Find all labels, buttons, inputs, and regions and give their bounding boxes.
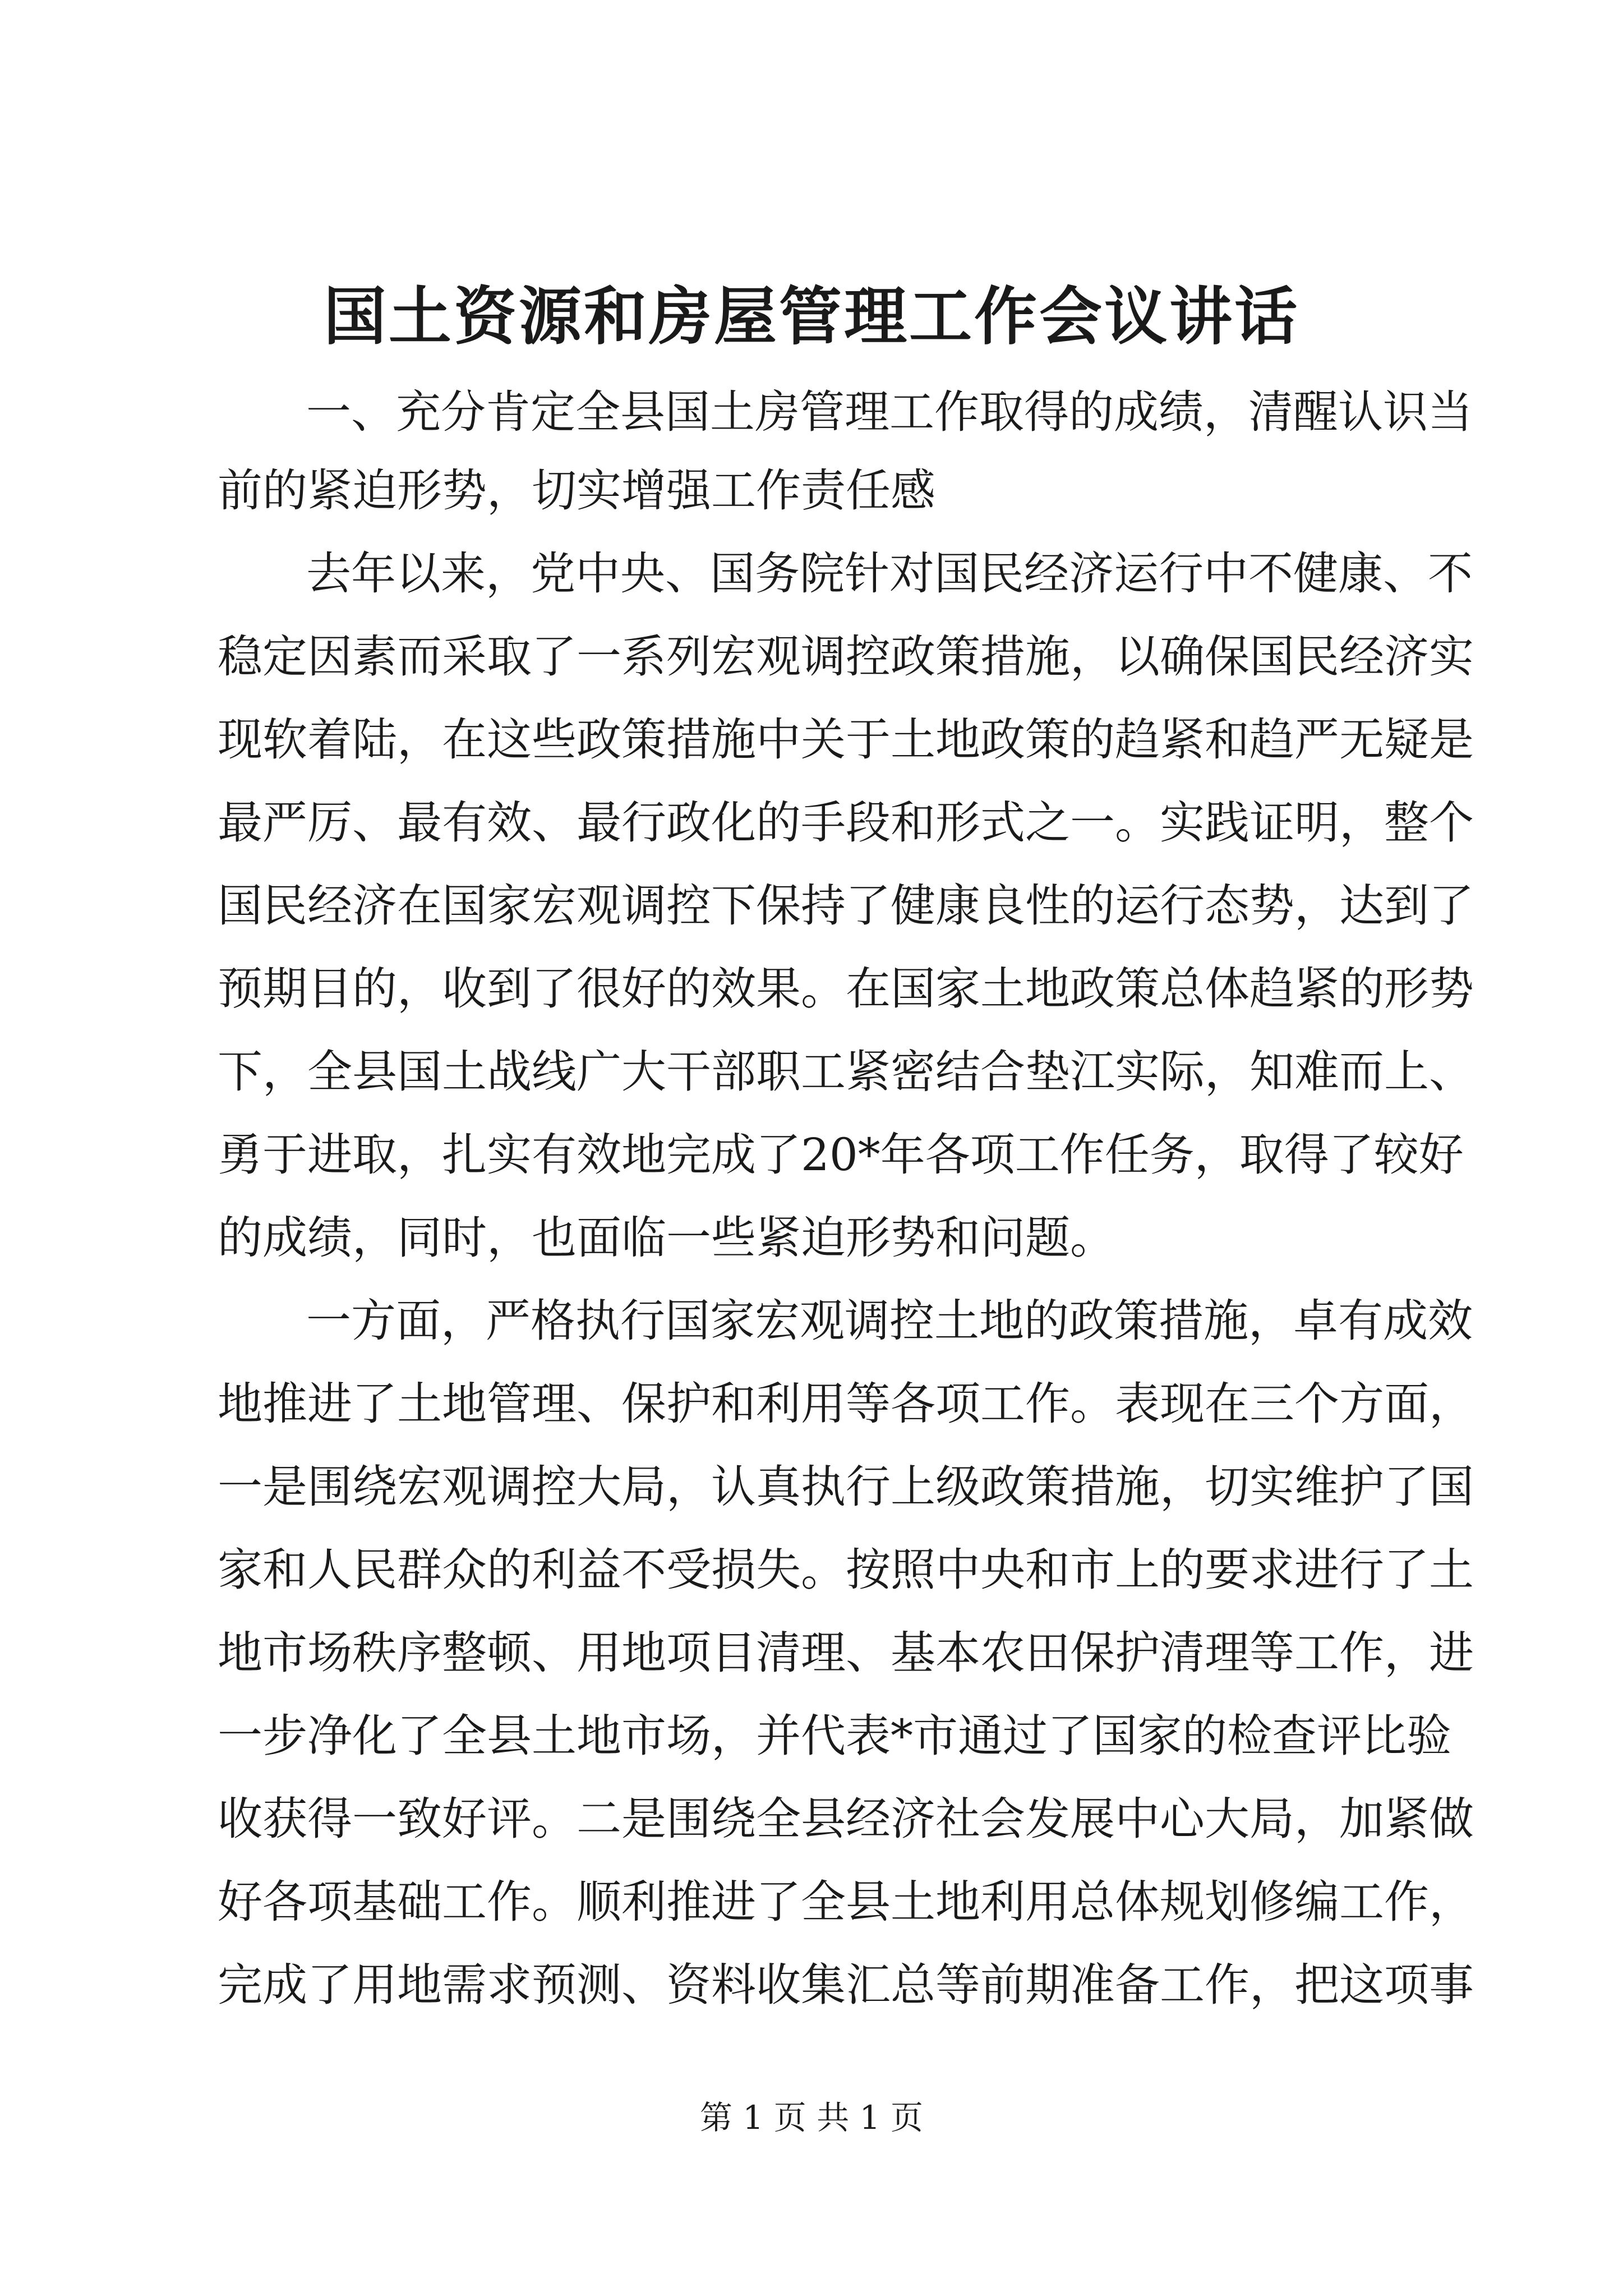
document-title: 国土资源和房屋管理工作会议讲话	[324, 280, 1299, 353]
paragraph-line: 稳定因素而采取了一系列宏观调控政策措施，以确保国民经济实	[218, 631, 1474, 683]
paragraph-line: 一、充分肯定全县国土房管理工作取得的成绩，清醒认识当	[306, 386, 1473, 438]
paragraph-line: 前的紧迫形势，切实增强工作责任感	[218, 464, 935, 517]
paragraph-line: 去年以来，党中央、国务院针对国民经济运行中不健康、不	[306, 547, 1473, 600]
paragraph-line: 一是围绕宏观调控大局，认真执行上级政策措施，切实维护了国	[218, 1461, 1474, 1513]
paragraph-line: 地推进了土地管理、保护和利用等各项工作。表现在三个方面，	[218, 1378, 1474, 1430]
paragraph-line: 勇于进取，扎实有效地完成了20*年各项工作任务，取得了较好	[218, 1129, 1464, 1181]
paragraph-line: 家和人民群众的利益不受损失。按照中央和市上的要求进行了土	[218, 1544, 1474, 1596]
paragraph-line: 的成绩，同时，也面临一些紧迫形势和问题。	[218, 1212, 1115, 1264]
paragraph-line: 好各项基础工作。顺利推进了全县土地利用总体规划修编工作，	[218, 1876, 1474, 1928]
paragraph-line: 国民经济在国家宏观调控下保持了健康良性的运行态势，达到了	[218, 880, 1474, 932]
page-footer: 第 1 页 共 1 页	[700, 2099, 923, 2137]
paragraph-line: 完成了用地需求预测、资料收集汇总等前期准备工作，把这项事	[218, 1959, 1474, 2011]
paragraph-line: 收获得一致好评。二是围绕全县经济社会发展中心大局，加紧做	[218, 1793, 1474, 1845]
paragraph-line: 一方面，严格执行国家宏观调控土地的政策措施，卓有成效	[306, 1295, 1473, 1347]
paragraph-line: 一步净化了全县土地市场，并代表*市通过了国家的检查评比验	[218, 1710, 1451, 1762]
paragraph-line: 地市场秩序整顿、用地项目清理、基本农田保护清理等工作，进	[218, 1627, 1474, 1679]
paragraph-line: 预期目的，收到了很好的效果。在国家土地政策总体趋紧的形势	[218, 963, 1474, 1015]
paragraph-line: 下，全县国土战线广大干部职工紧密结合垫江实际，知难而上、	[218, 1046, 1474, 1098]
paragraph-line: 现软着陆，在这些政策措施中关于土地政策的趋紧和趋严无疑是	[218, 714, 1474, 766]
paragraph-line: 最严厉、最有效、最行政化的手段和形式之一。实践证明，整个	[218, 797, 1474, 849]
